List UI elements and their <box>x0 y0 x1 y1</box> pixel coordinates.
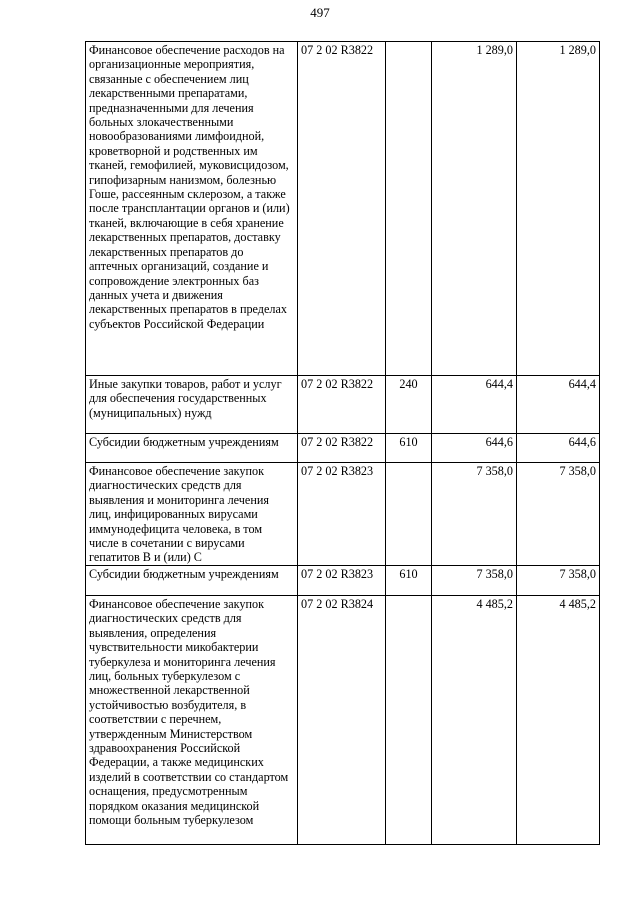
amount-1: 1 289,0 <box>432 42 517 376</box>
table-row <box>86 596 600 845</box>
target-article-code: 07 2 02 R3824 <box>298 596 386 845</box>
budget-table <box>85 41 600 845</box>
item-name: Финансовое обеспечение закупок диагностических средств для выявления и мониторинга лечения лиц, инфицированных вирусами иммунодефицита человека, в том числе в сочетании с вирусами гепатитов В и (или) С <box>86 463 298 566</box>
item-name: Субсидии бюджетным учреждениям <box>86 566 298 596</box>
target-article-code: 07 2 02 R3822 <box>298 376 386 434</box>
target-article-code: 07 2 02 R3822 <box>298 434 386 463</box>
table-row <box>86 376 600 434</box>
page-number: 497 <box>310 5 330 20</box>
table-row <box>86 42 600 376</box>
item-name: Финансовое обеспечение закупок диагностических средств для выявления, определения чувствительности микобактерии туберкулеза и мониторинга лечения лиц, больных туберкулезом с множественной лекарственной устойчивостью возбудителя, в соответствии с перечнем, утвержденным Министерством здравоохранения Российской Федерации, а также медицинских изделий в соответствии со стандартом оснащения, предусмотренным порядком оказания медицинской помощи больным туберкулезом <box>86 596 298 845</box>
amount-1: 644,6 <box>432 434 517 463</box>
item-name: Финансовое обеспечение расходов на организационные мероприятия, связанные с обеспечением лиц лекарственными препаратами, предназначенными для лечения больных злокачественными новообразованиями лимфоидной, кроветворной и родственных им тканей, гемофилией, муковисцидозом, гипофизарным нанизмом, болезнью Гоше, рассеянным склерозом, а также после трансплантации органов и (или) тканей, включающие в себя хранение лекарственных препаратов, доставку лекарственных препаратов до аптечных организаций, создание и сопровождение электронных баз данных учета и движения лекарственных препаратов в пределах субъектов Российской Федерации <box>86 42 298 376</box>
amount-2: 7 358,0 <box>517 463 600 566</box>
target-article-code: 07 2 02 R3823 <box>298 463 386 566</box>
expense-type: 610 <box>386 566 432 596</box>
target-article-code: 07 2 02 R3823 <box>298 566 386 596</box>
expense-type <box>386 596 432 845</box>
amount-2: 644,4 <box>517 376 600 434</box>
amount-2: 4 485,2 <box>517 596 600 845</box>
amount-2: 7 358,0 <box>517 566 600 596</box>
table-row <box>86 566 600 596</box>
amount-1: 644,4 <box>432 376 517 434</box>
amount-1: 7 358,0 <box>432 463 517 566</box>
expense-type: 610 <box>386 434 432 463</box>
table-row <box>86 463 600 566</box>
item-name: Иные закупки товаров, работ и услуг для обеспечения государственных (муниципальных) нужд <box>86 376 298 434</box>
target-article-code: 07 2 02 R3822 <box>298 42 386 376</box>
amount-1: 7 358,0 <box>432 566 517 596</box>
expense-type <box>386 463 432 566</box>
item-name: Субсидии бюджетным учреждениям <box>86 434 298 463</box>
amount-2: 644,6 <box>517 434 600 463</box>
expense-type <box>386 42 432 376</box>
amount-1: 4 485,2 <box>432 596 517 845</box>
expense-type: 240 <box>386 376 432 434</box>
amount-2: 1 289,0 <box>517 42 600 376</box>
table-row <box>86 434 600 463</box>
